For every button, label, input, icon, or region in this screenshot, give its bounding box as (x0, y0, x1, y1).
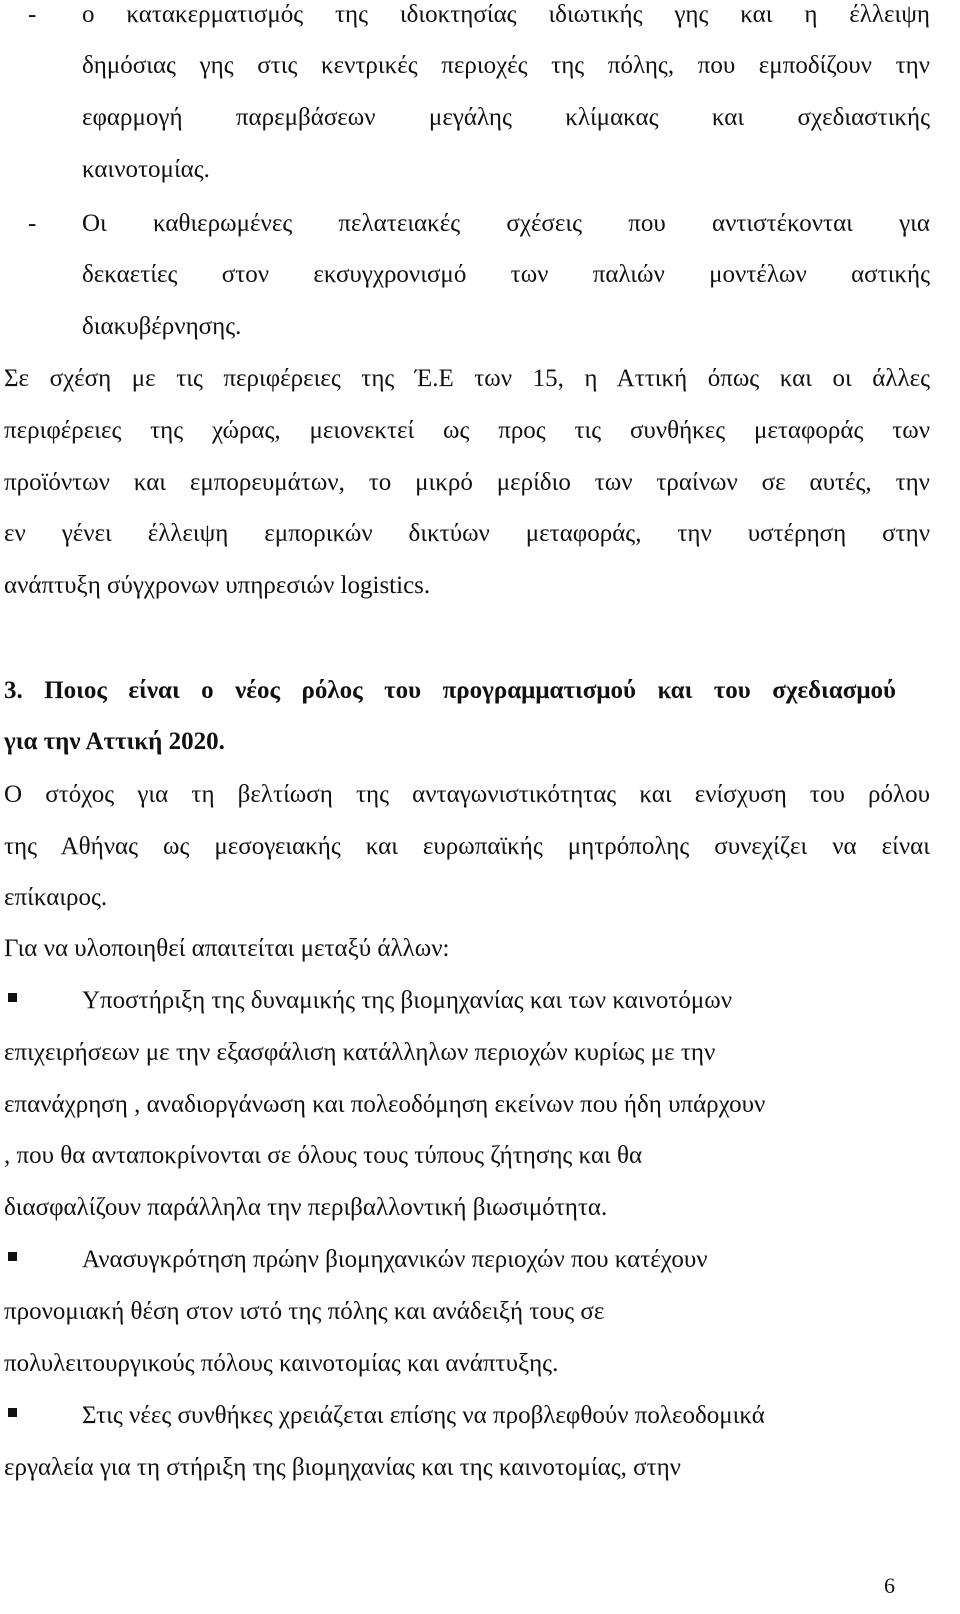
text-line: επιχειρήσεων με την εξασφάλιση κατάλληλων περιοχών κυρίως με την (4, 1039, 716, 1066)
text-line: προνομιακή θέση στον ιστό της πόλης και ανάδειξή τους σε (4, 1298, 605, 1325)
dash-marker: - (28, 210, 37, 237)
bullet-square-icon (8, 1408, 17, 1417)
page-number: 6 (884, 1573, 895, 1598)
text-line: Σε σχέση με τις περιφέρειες της Έ.Ε των 15, η Αττική όπως και οι άλλες (4, 365, 930, 392)
text-line: δημόσιας γης στις κεντρικές περιοχές της πόλης, που εμποδίζουν την (82, 52, 930, 79)
dash-marker: - (28, 1, 37, 28)
text-line: επίκαιρος. (4, 884, 108, 911)
text-line: , που θα ανταποκρίνονται σε όλους τους τύπους ζήτησης και θα (4, 1142, 643, 1169)
section-heading: 3. Ποιος είναι ο νέος ρόλος του προγραμματισμού και του σχεδιασμού (4, 677, 896, 704)
bullet-text: Υποστήριξη της δυναμικής της βιομηχανίας και των καινοτόμων (82, 987, 733, 1014)
text-line: δεκαετίες στον εκσυγχρονισμό των παλιών μοντέλων αστικής (82, 261, 930, 288)
text-line: εφαρμογή παρεμβάσεων μεγάλης κλίμακας και σχεδιαστικής (82, 104, 930, 131)
text-line: Οι καθιερωμένες πελατειακές σχέσεις που αντιστέκονται για (82, 210, 930, 237)
section-heading: για την Αττική 2020. (4, 728, 225, 755)
bullet-square-icon (8, 993, 17, 1002)
text-line: προϊόντων και εμπορευμάτων, το μικρό μερίδιο των τραίνων σε αυτές, την (4, 469, 930, 496)
bullet-square-icon (8, 1252, 17, 1261)
text-line: περιφέρειες της χώρας, μειονεκτεί ως προς τις συνθήκες μεταφοράς των (4, 417, 930, 444)
text-line: εργαλεία για τη στήριξη της βιομηχανίας και της καινοτομίας, στην (4, 1454, 681, 1481)
text-line: πολυλειτουργικούς πόλους καινοτομίας και ανάπτυξης. (4, 1350, 559, 1377)
bullet-text: Ανασυγκρότηση πρώην βιομηχανικών περιοχών που κατέχουν (82, 1246, 708, 1273)
text-line: διασφαλίζουν παράλληλα την περιβαλλοντική βιωσιμότητα. (4, 1194, 608, 1221)
text-line: εν γένει έλλειψη εμπορικών δικτύων μεταφοράς, την υστέρηση στην (4, 520, 930, 547)
text-line: Ο στόχος για τη βελτίωση της ανταγωνιστικότητας και ενίσχυση του ρόλου (4, 781, 930, 808)
text-line: καινοτομίας. (82, 156, 210, 183)
text-line: ο κατακερματισμός της ιδιοκτησίας ιδιωτικής γης και η έλλειψη (82, 1, 930, 28)
text-line: ανάπτυξη σύγχρονων υπηρεσιών logistics. (4, 572, 431, 599)
text-line: της Αθήνας ως μεσογειακής και ευρωπαϊκής μητρόπολης συνεχίζει να είναι (4, 833, 930, 860)
intro-text: Για να υλοποιηθεί απαιτείται μεταξύ άλλων: (4, 935, 450, 962)
text-line: διακυβέρνησης. (82, 313, 242, 340)
text-line: επανάχρηση , αναδιοργάνωση και πολεοδόμηση εκείνων που ήδη υπάρχουν (4, 1091, 766, 1118)
bullet-text: Στις νέες συνθήκες χρειάζεται επίσης να προβλεφθούν πολεοδομικά (82, 1402, 765, 1429)
